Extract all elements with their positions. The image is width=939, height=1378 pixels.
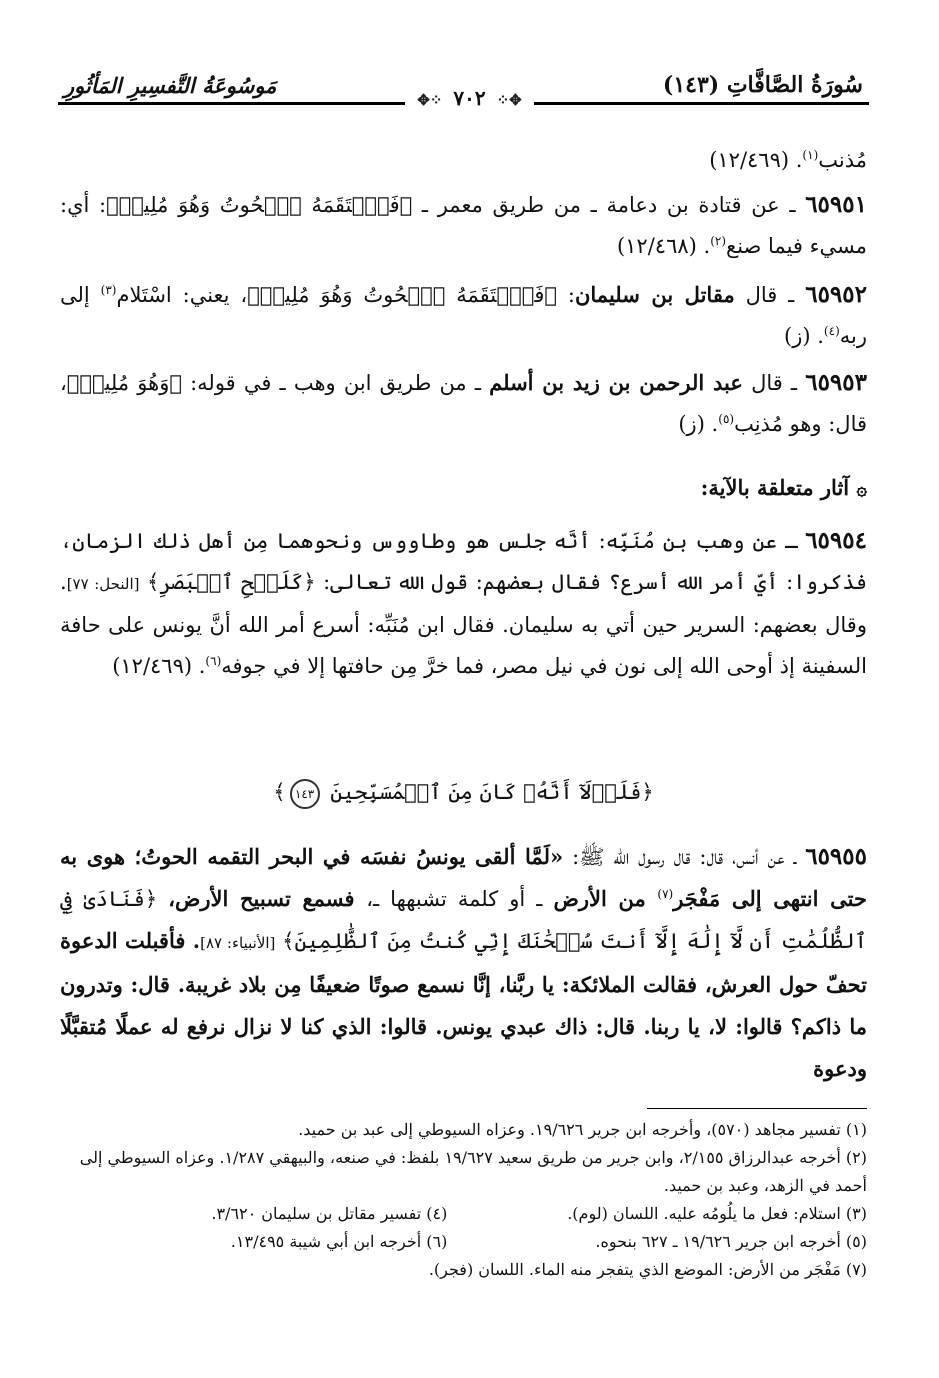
page-number-row: [0, 86, 939, 110]
footnote-3: (٣) استلام: فعل ما يلُومُه عليه. اللسان (لوم).: [567, 1204, 867, 1223]
quran-verse: ﴿فَنَادَىٰ فِي ٱلظُّلُمَٰتِ أَن لَّآ إِلَٰهَ إِلَّآ أَنتَ سُبۡحَٰنَكَ إِنِّي كُنتُ مِنَ ٱلظَّٰلِمِينَ﴾: [60, 887, 867, 953]
ornament-left-icon: ✥⁘: [417, 91, 443, 109]
narration-text: ـ عن قتادة بن دعامة ـ من طريق معمر ـ: [421, 193, 796, 217]
footnotes: [60, 1116, 867, 1284]
narration-65955: [60, 836, 867, 1090]
narration-text: ـ عن أنس، قال: قال رسول الله ﷺ:: [572, 845, 797, 869]
hadith-text: من الأرض: [553, 886, 658, 911]
narration-number: ٦٥٩٥٥: [805, 843, 867, 870]
star-ornament-icon: ۞: [856, 479, 867, 500]
section-heading: [701, 470, 867, 508]
narration-tail: . (١٢/٤٦٨): [616, 234, 711, 258]
narration-text: ـ قال: [751, 371, 798, 395]
verse-reference: [النحل: ٧٧]: [66, 575, 140, 593]
narration-tail: . (١٢/٤٦٩): [112, 654, 206, 678]
book-title: مَوسُوعَةُ التَّفسِيرِ المَأثُورِ: [64, 73, 277, 98]
narration-text: ، قال: وهو مُذنِب: [60, 371, 867, 436]
footnote-2: (٢) أخرجه عبدالرزاق ٢/١٥٥، وابن جرير من طريق سعيد ١٩/٦٢٧ بلفظ: في صنعه، والبيهقي ١/٢٨٧. وعزاه السيوطي إلى أحمد في الزهد، وعبد بن حميد.: [79, 1148, 867, 1195]
narration-number: ٦٥٩٥٣: [805, 369, 867, 396]
hadith-text: «لَمَّا ألقى يونسُ نفسَه في البحر التقمه الحوتُ؛ هوى به حتى انتهى إلى مَفْجَر: [60, 844, 867, 911]
footnote-ref[interactable]: (١): [802, 148, 819, 162]
narration-text: ، يعني: اسْتَلام: [116, 283, 248, 307]
footnote-6: (٦) أخرجه ابن أبي شيبة ١٣/٤٩٥.: [230, 1232, 448, 1251]
verse-reference: [الأنبياء: ٨٧]: [200, 934, 276, 952]
narration-65952: [60, 274, 867, 357]
narration-text: ـ من طريق ابن وهب ـ في قوله:: [190, 371, 481, 395]
quran-verse: ﴿وَهُوَ مُلِيمٞ﴾: [66, 371, 182, 395]
paragraph-continuation: [60, 140, 867, 181]
narration-65951: [60, 184, 867, 267]
narration-text: :: [567, 283, 575, 307]
narration-number: ٦٥٩٥١: [805, 191, 867, 218]
narration-number: ٦٥٩٥٤: [805, 527, 867, 554]
narration-text: ـ أو كلمة تشبهها ـ،: [366, 887, 554, 911]
narration-number: ٦٥٩٥٢: [805, 281, 867, 308]
footnote-row: [60, 1200, 867, 1228]
page-number: ٧٠٢: [453, 86, 486, 110]
narration-text: . وقال بعضهم: السرير حين أتي به سليمان. فقال ابن مُنَبِّه: أسرع أمر الله أنَّ يونس على حافة السفينة إذ أوحى الله إلى نون في نيل مصر، فما خرَّ مِن حافتها إلا في جوفه: [60, 570, 867, 678]
narration-text: ـ عن وهب بن مُنَبِّه: أنَّه جلس هو وطاووس ونحوهما مِن أهل ذلك الزمان، فذكروا: أيّ أمر الله أسرع؟ فقال بعضهم: قول الله تعالى:: [60, 529, 867, 594]
narration-text: : أي: مسيء فيما صنع: [60, 193, 867, 258]
footnote-row: [60, 1228, 867, 1256]
ayah-close: ﴾: [273, 780, 286, 804]
hadith-text: . فأقبلت الدعوة تحفّ حول العرش، فقالت الملائكة: يا ربَّنا، إنَّا نسمع صوتًا ضعيفًا مِن بلاد غريبة. قال: وتدرون ما ذاكم؟ قالوا: لا، يا ربنا. قال: ذاك عبدي يونس. قالوا: الذي كنا لا نزال نرفع له عملًا مُتقبَّلًا ودعوة: [60, 928, 867, 1081]
footnote-1: (١) تفسير مجاهد (٥٧٠)، وأخرجه ابن جرير ١٩/٦٢٦. وعزاه السيوطي إلى عبد بن حميد.: [298, 1120, 867, 1139]
quran-verse: ﴿فَٱلۡتَقَمَهُ ٱلۡحُوتُ وَهُوَ مُلِيمٞ﴾: [106, 193, 413, 217]
footnote-4: (٤) تفسير مقاتل بن سليمان ٣/٦٢٠.: [211, 1204, 448, 1223]
para-text: مُذنب: [818, 148, 867, 172]
footnote-ref[interactable]: (٧): [657, 887, 674, 901]
surah-title: سُورَةُ الصَّافَّاتِ (١٤٣): [662, 72, 863, 98]
footnote-ref[interactable]: (٥): [718, 412, 735, 426]
footnote-7: (٧) مَفْجَر من الأرض: الموضع الذي يتفجر منه الماء. اللسان (فجر).: [428, 1260, 867, 1279]
footnote-ref[interactable]: (٣): [100, 283, 117, 297]
ayah-heading: [60, 770, 867, 814]
footnote-ref[interactable]: (٢): [710, 234, 727, 248]
ayah-text: ﴿فَلَوۡلَآ أَنَّهُۥ كَانَ مِنَ ٱلۡمُسَبِّحِينَ: [330, 780, 654, 804]
footnote-ref[interactable]: (٦): [205, 654, 222, 668]
footnote-5: (٥) أخرجه ابن جرير ١٩/٦٢٦ ـ ٦٢٧ بنحوه.: [595, 1232, 867, 1251]
para-tail: . (١٢/٤٦٩): [709, 148, 803, 172]
quran-verse: ﴿فَٱلۡتَقَمَهُ ٱلۡحُوتُ وَهُوَ مُلِيمٞ﴾: [247, 283, 558, 307]
narration-text: إلى ربه: [60, 283, 867, 348]
narration-65953: [60, 362, 867, 445]
narration-65954: [60, 520, 867, 687]
narrator-name: مقاتل بن سليمان: [574, 282, 735, 307]
quran-verse: ﴿كَلَمۡحِ ٱلۡبَصَرِ﴾: [146, 570, 316, 594]
narrator-name: عبد الرحمن بن زيد بن أسلم: [489, 370, 743, 395]
ornament-right-icon: ⁘✥: [496, 91, 522, 109]
ayah-number-badge: ١٤٣: [290, 779, 320, 809]
footnote-rule: [647, 1108, 867, 1109]
narration-tail: . (ز): [784, 324, 824, 348]
hadith-text: فسمع تسبيح الأرض،: [168, 886, 367, 911]
narration-tail: . (ز): [678, 412, 719, 436]
footnote-ref[interactable]: (٤): [823, 324, 840, 338]
narration-text: ـ قال: [745, 283, 795, 307]
section-title: آثار متعلقة بالآية:: [700, 475, 850, 500]
